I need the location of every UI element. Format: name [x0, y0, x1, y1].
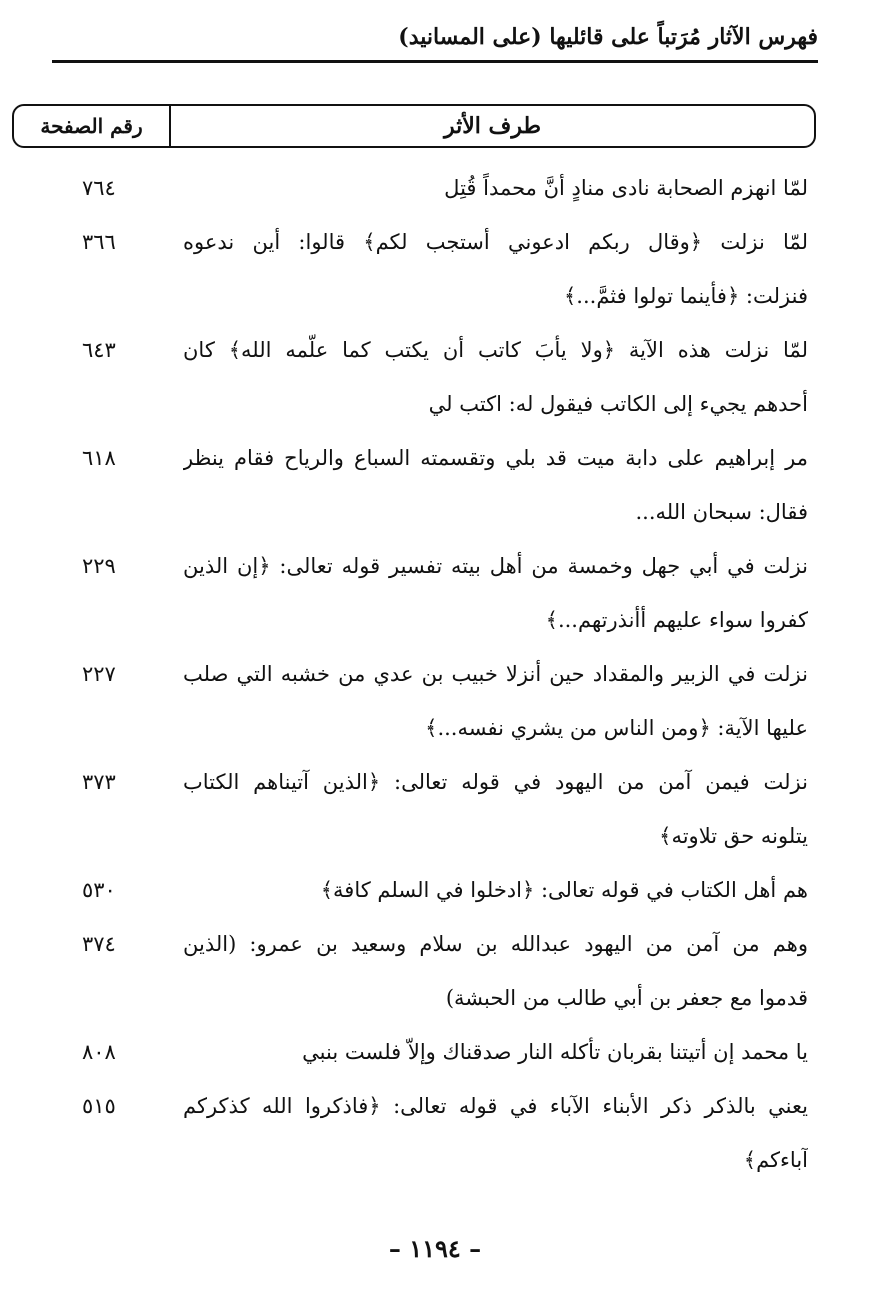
index-entry-page-number: ٦٤٣ — [82, 338, 116, 362]
index-entry-line: قدموا مع جعفر بن أبي طالب من الحبشة) — [445, 986, 808, 1010]
index-entry-page-number: ٣٧٤ — [82, 932, 116, 956]
index-entry-text — [183, 327, 808, 435]
index-entry-text — [183, 219, 808, 327]
index-entry-line: كفروا سواء عليهم أأنذرتهم...﴾ — [545, 608, 808, 632]
index-entry-page-number: ٢٢٩ — [82, 554, 116, 578]
index-entry — [20, 327, 808, 435]
index-entry — [20, 651, 808, 759]
index-entry-text — [183, 759, 808, 867]
index-entries-list — [20, 165, 808, 1191]
page-number: – ١١٩٤ – — [388, 1234, 482, 1263]
column-header-page: رقم الصفحة — [14, 106, 171, 146]
index-entry — [20, 435, 808, 543]
index-entry-line: لمّا نزلت هذه الآية ﴿ولا يأبَ كاتب أن يكتب كما علّمه الله﴾ كان — [183, 338, 808, 362]
index-entry-page-number: ٨٠٨ — [82, 1040, 116, 1064]
index-entry-line: يتلونه حق تلاوته﴾ — [659, 824, 808, 848]
index-entry-text — [183, 1083, 808, 1191]
index-entry — [20, 1083, 808, 1191]
index-entry — [20, 219, 808, 327]
index-entry-page-number: ٣٧٣ — [82, 770, 116, 794]
index-entry-page-number: ٣٦٦ — [82, 230, 116, 254]
index-entry — [20, 165, 808, 219]
index-entry-text — [183, 651, 808, 759]
index-entry-line: أحدهم يجيء إلى الكاتب فيقول له: اكتب لي — [428, 392, 808, 416]
index-entry-line: فنزلت: ﴿فأينما تولوا فثمَّ...﴾ — [563, 284, 808, 308]
index-entry-text — [183, 435, 808, 543]
index-entry-text — [183, 921, 808, 1029]
index-entry-text — [183, 867, 808, 921]
index-entry-text — [183, 1029, 808, 1083]
index-entry-line: عليها الآية: ﴿ومن الناس من يشري نفسه...﴾ — [425, 716, 808, 740]
index-entry-line: لمّا انهزم الصحابة نادى منادٍ أنَّ محمداً قُتِل — [444, 176, 808, 200]
index-entry-page-number: ٦١٨ — [82, 446, 116, 470]
index-entry-line: لمّا نزلت ﴿وقال ربكم ادعوني أستجب لكم﴾ قالوا: أين ندعوه — [183, 230, 808, 254]
index-table-header — [12, 104, 816, 148]
index-entry — [20, 867, 808, 921]
column-header-text: طرف الأثر — [443, 113, 542, 139]
index-entry — [20, 921, 808, 1029]
index-entry-page-number: ٢٢٧ — [82, 662, 116, 686]
index-entry-text — [183, 543, 808, 651]
index-entry — [20, 759, 808, 867]
index-entry-line: آباءكم﴾ — [743, 1148, 808, 1172]
index-entry-line: نزلت في الزبير والمقداد حين أنزلا خبيب بن عدي من خشبه التي صلب — [183, 662, 808, 686]
index-entry-line: نزلت فيمن آمن من اليهود في قوله تعالى: ﴿الذين آتيناهم الكتاب — [183, 770, 808, 794]
index-entry-line: نزلت في أبي جهل وخمسة من أهل بيته تفسير قوله تعالى: ﴿إن الذين — [183, 554, 808, 578]
index-entry-page-number: ٥١٥ — [82, 1094, 116, 1118]
running-header — [52, 20, 818, 63]
index-entry-line: يا محمد إن أتيتنا بقربان تأكله النار صدقناك وإلاّ فلست بنبي — [302, 1040, 808, 1064]
index-entry-line: مر إبراهيم على دابة ميت قد بلي وتقسمته السباع والرياح فقام ينظر — [183, 446, 808, 470]
index-entry-page-number: ٥٣٠ — [82, 878, 116, 902]
index-entry-line: فقال: سبحان الله... — [635, 500, 808, 524]
index-entry — [20, 543, 808, 651]
index-entry — [20, 1029, 808, 1083]
index-entry-text — [183, 165, 808, 219]
index-entry-line: يعني بالذكر ذكر الأبناء الآباء في قوله تعالى: ﴿فاذكروا الله كذكركم — [183, 1094, 808, 1118]
index-entry-line: وهم من آمن من اليهود عبدالله بن سلام وسعيد بن عمرو: (الذين — [183, 932, 808, 956]
running-header-title: فهرس الآثار مُرَتباً على قائليها (على المسانيد) — [398, 24, 818, 50]
index-entry-page-number: ٧٦٤ — [82, 176, 116, 200]
index-entry-line: هم أهل الكتاب في قوله تعالى: ﴿ادخلوا في السلم كافة﴾ — [320, 878, 808, 902]
